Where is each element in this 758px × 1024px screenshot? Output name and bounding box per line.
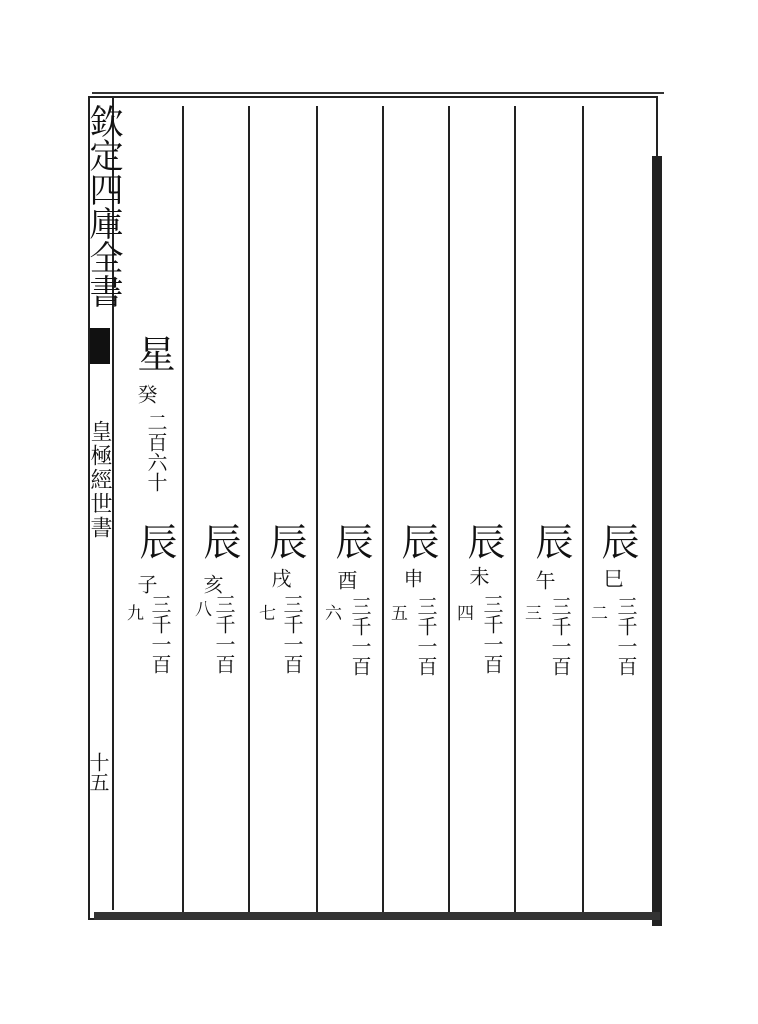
column-rule [382,106,384,912]
column-branch: 亥 [200,574,224,594]
column-head-chen: 辰 [197,522,241,560]
column-index: 四 [453,604,473,621]
chapter-title: 皇極經世書 [87,420,112,540]
column-rule [448,106,450,912]
top-rule [92,92,664,94]
column-branch: 子 [134,574,158,594]
column-head-chen: 辰 [595,522,639,560]
column-value: 三千一百 [548,596,572,676]
column-head-chen: 辰 [133,522,177,560]
column-value: 三千一百 [280,594,304,674]
column-head-chen: 辰 [461,522,505,560]
column-value: 二百六十 [144,412,168,492]
column-branch: 巳 [600,568,624,588]
column-head-chen: 辰 [529,522,573,560]
column-head-star: 星 [131,334,175,372]
column-head-chen: 辰 [329,522,373,560]
page-number: 十五 [86,752,110,792]
column-head-chen: 辰 [395,522,439,560]
column-branch: 申 [400,568,424,588]
column-index: 二 [587,604,607,621]
column-rule [182,106,184,912]
page-frame [83,96,658,920]
column-index: 五 [387,604,407,621]
column-branch: 酉 [334,570,358,590]
column-value: 三千一百 [212,594,236,674]
frame-shadow [652,156,662,926]
column-branch: 癸 [134,384,158,404]
column-index: 九 [123,604,143,621]
column-value: 三千一百 [614,596,638,676]
frame-bottom-shadow [94,912,660,920]
column-branch: 午 [532,570,556,590]
book-title: 欽定四庫全書 [83,104,123,308]
column-index: 三 [521,604,541,621]
column-index: 七 [255,604,275,621]
column-rule [514,106,516,912]
column-rule [582,106,584,912]
column-value: 三千一百 [414,596,438,676]
column-branch: 戌 [268,568,292,588]
column-value: 三千一百 [348,596,372,676]
column-index: 六 [321,604,341,621]
column-index: 八 [191,600,211,617]
column-branch: 未 [466,566,490,586]
column-rule [316,106,318,912]
column-value: 三千一百 [480,594,504,674]
column-head-chen: 辰 [263,522,307,560]
column-rule [248,106,250,912]
fish-tail-mark [90,328,110,364]
column-value: 三千一百 [148,594,172,674]
